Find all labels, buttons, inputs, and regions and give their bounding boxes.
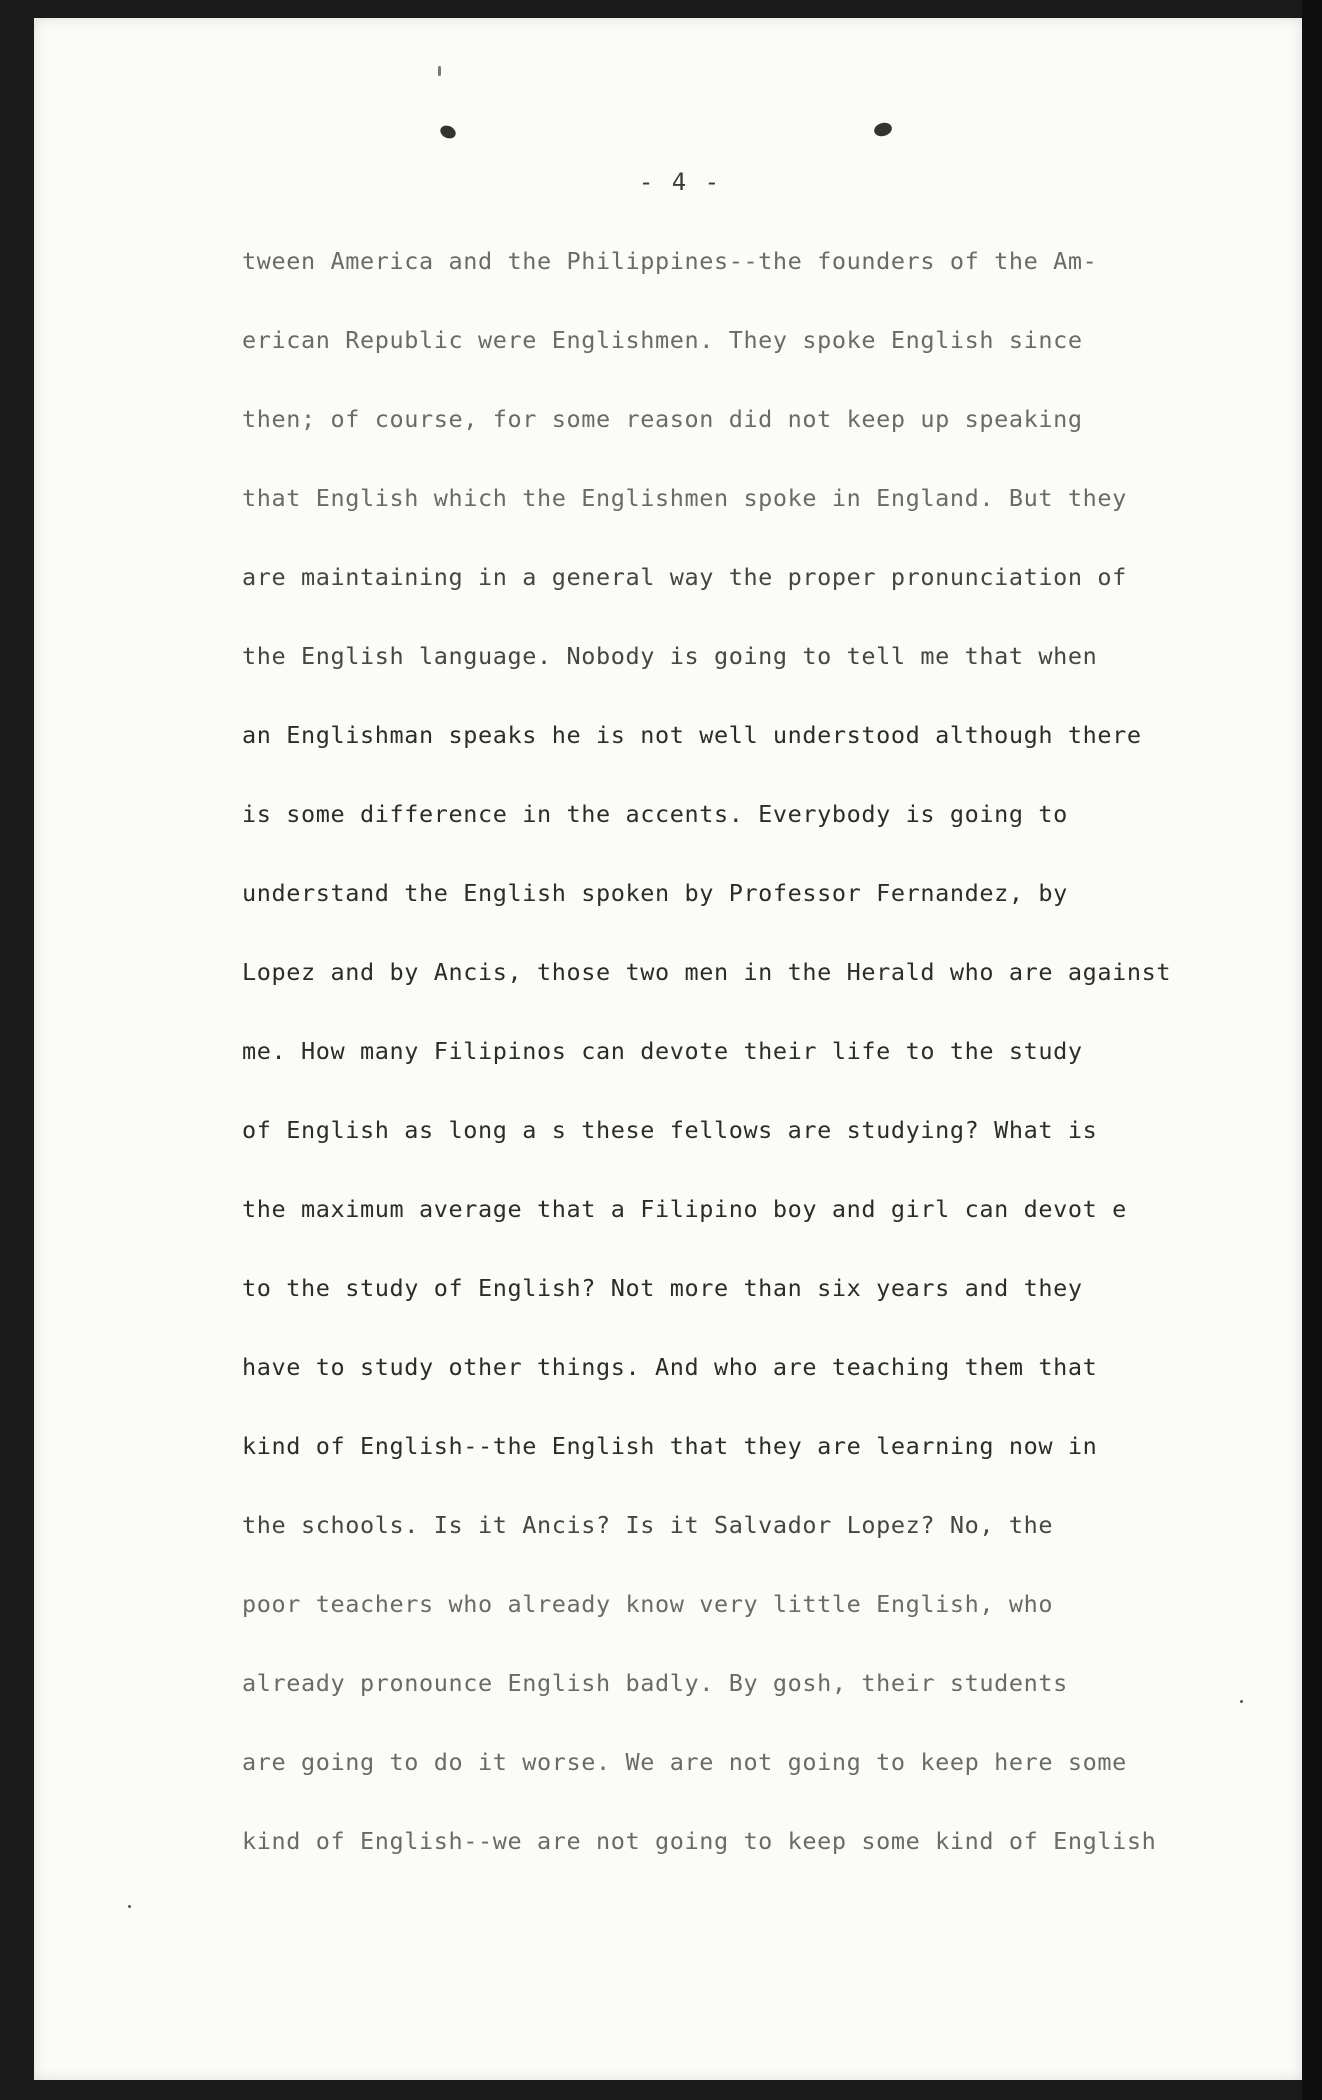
text-line-6: the English language. Nobody is going to tell me that when xyxy=(242,642,1098,670)
text-line-3: then; of course, for some reason did not keep up speaking xyxy=(242,405,1083,433)
text-line-21: kind of English--we are not going to keep some kind of English xyxy=(242,1827,1157,1855)
page-number: - 4 - xyxy=(638,168,722,196)
text-line-8: is some difference in the accents. Everybody is going to xyxy=(242,800,1068,828)
text-line-9: understand the English spoken by Professor Fernandez, by xyxy=(242,879,1068,907)
text-line-15: have to study other things. And who are teaching them that xyxy=(242,1353,1098,1381)
text-line-5: are maintaining in a general way the proper pronunciation of xyxy=(242,563,1127,591)
text-line-16: kind of English--the English that they are learning now in xyxy=(242,1432,1098,1460)
text-line-20: are going to do it worse. We are not going to keep here some xyxy=(242,1748,1127,1776)
text-line-18: poor teachers who already know very little English, who xyxy=(242,1590,1054,1618)
ink-speck xyxy=(128,1905,131,1908)
text-line-10: Lopez and by Ancis, those two men in the Herald who are against xyxy=(242,958,1172,986)
text-line-11: me. How many Filipinos can devote their life to the study xyxy=(242,1037,1083,1065)
typewritten-body xyxy=(242,246,1222,1905)
ink-speck xyxy=(1240,1700,1243,1703)
text-line-13: the maximum average that a Filipino boy and girl can devot e xyxy=(242,1195,1127,1223)
text-line-4: that English which the Englishmen spoke in England. But they xyxy=(242,484,1127,512)
ink-mark-top xyxy=(438,66,441,76)
text-line-7: an Englishman speaks he is not well understood although there xyxy=(242,721,1142,749)
text-line-19: already pronounce English badly. By gosh, their students xyxy=(242,1669,1068,1697)
text-line-2: erican Republic were Englishmen. They spoke English since xyxy=(242,326,1083,354)
text-line-12: of English as long a s these fellows are studying? What is xyxy=(242,1116,1098,1144)
text-line-1: tween America and the Philippines--the founders of the Am- xyxy=(242,247,1098,275)
text-line-14: to the study of English? Not more than six years and they xyxy=(242,1274,1083,1302)
text-line-17: the schools. Is it Ancis? Is it Salvador Lopez? No, the xyxy=(242,1511,1054,1539)
scan-border xyxy=(1302,0,1322,2100)
